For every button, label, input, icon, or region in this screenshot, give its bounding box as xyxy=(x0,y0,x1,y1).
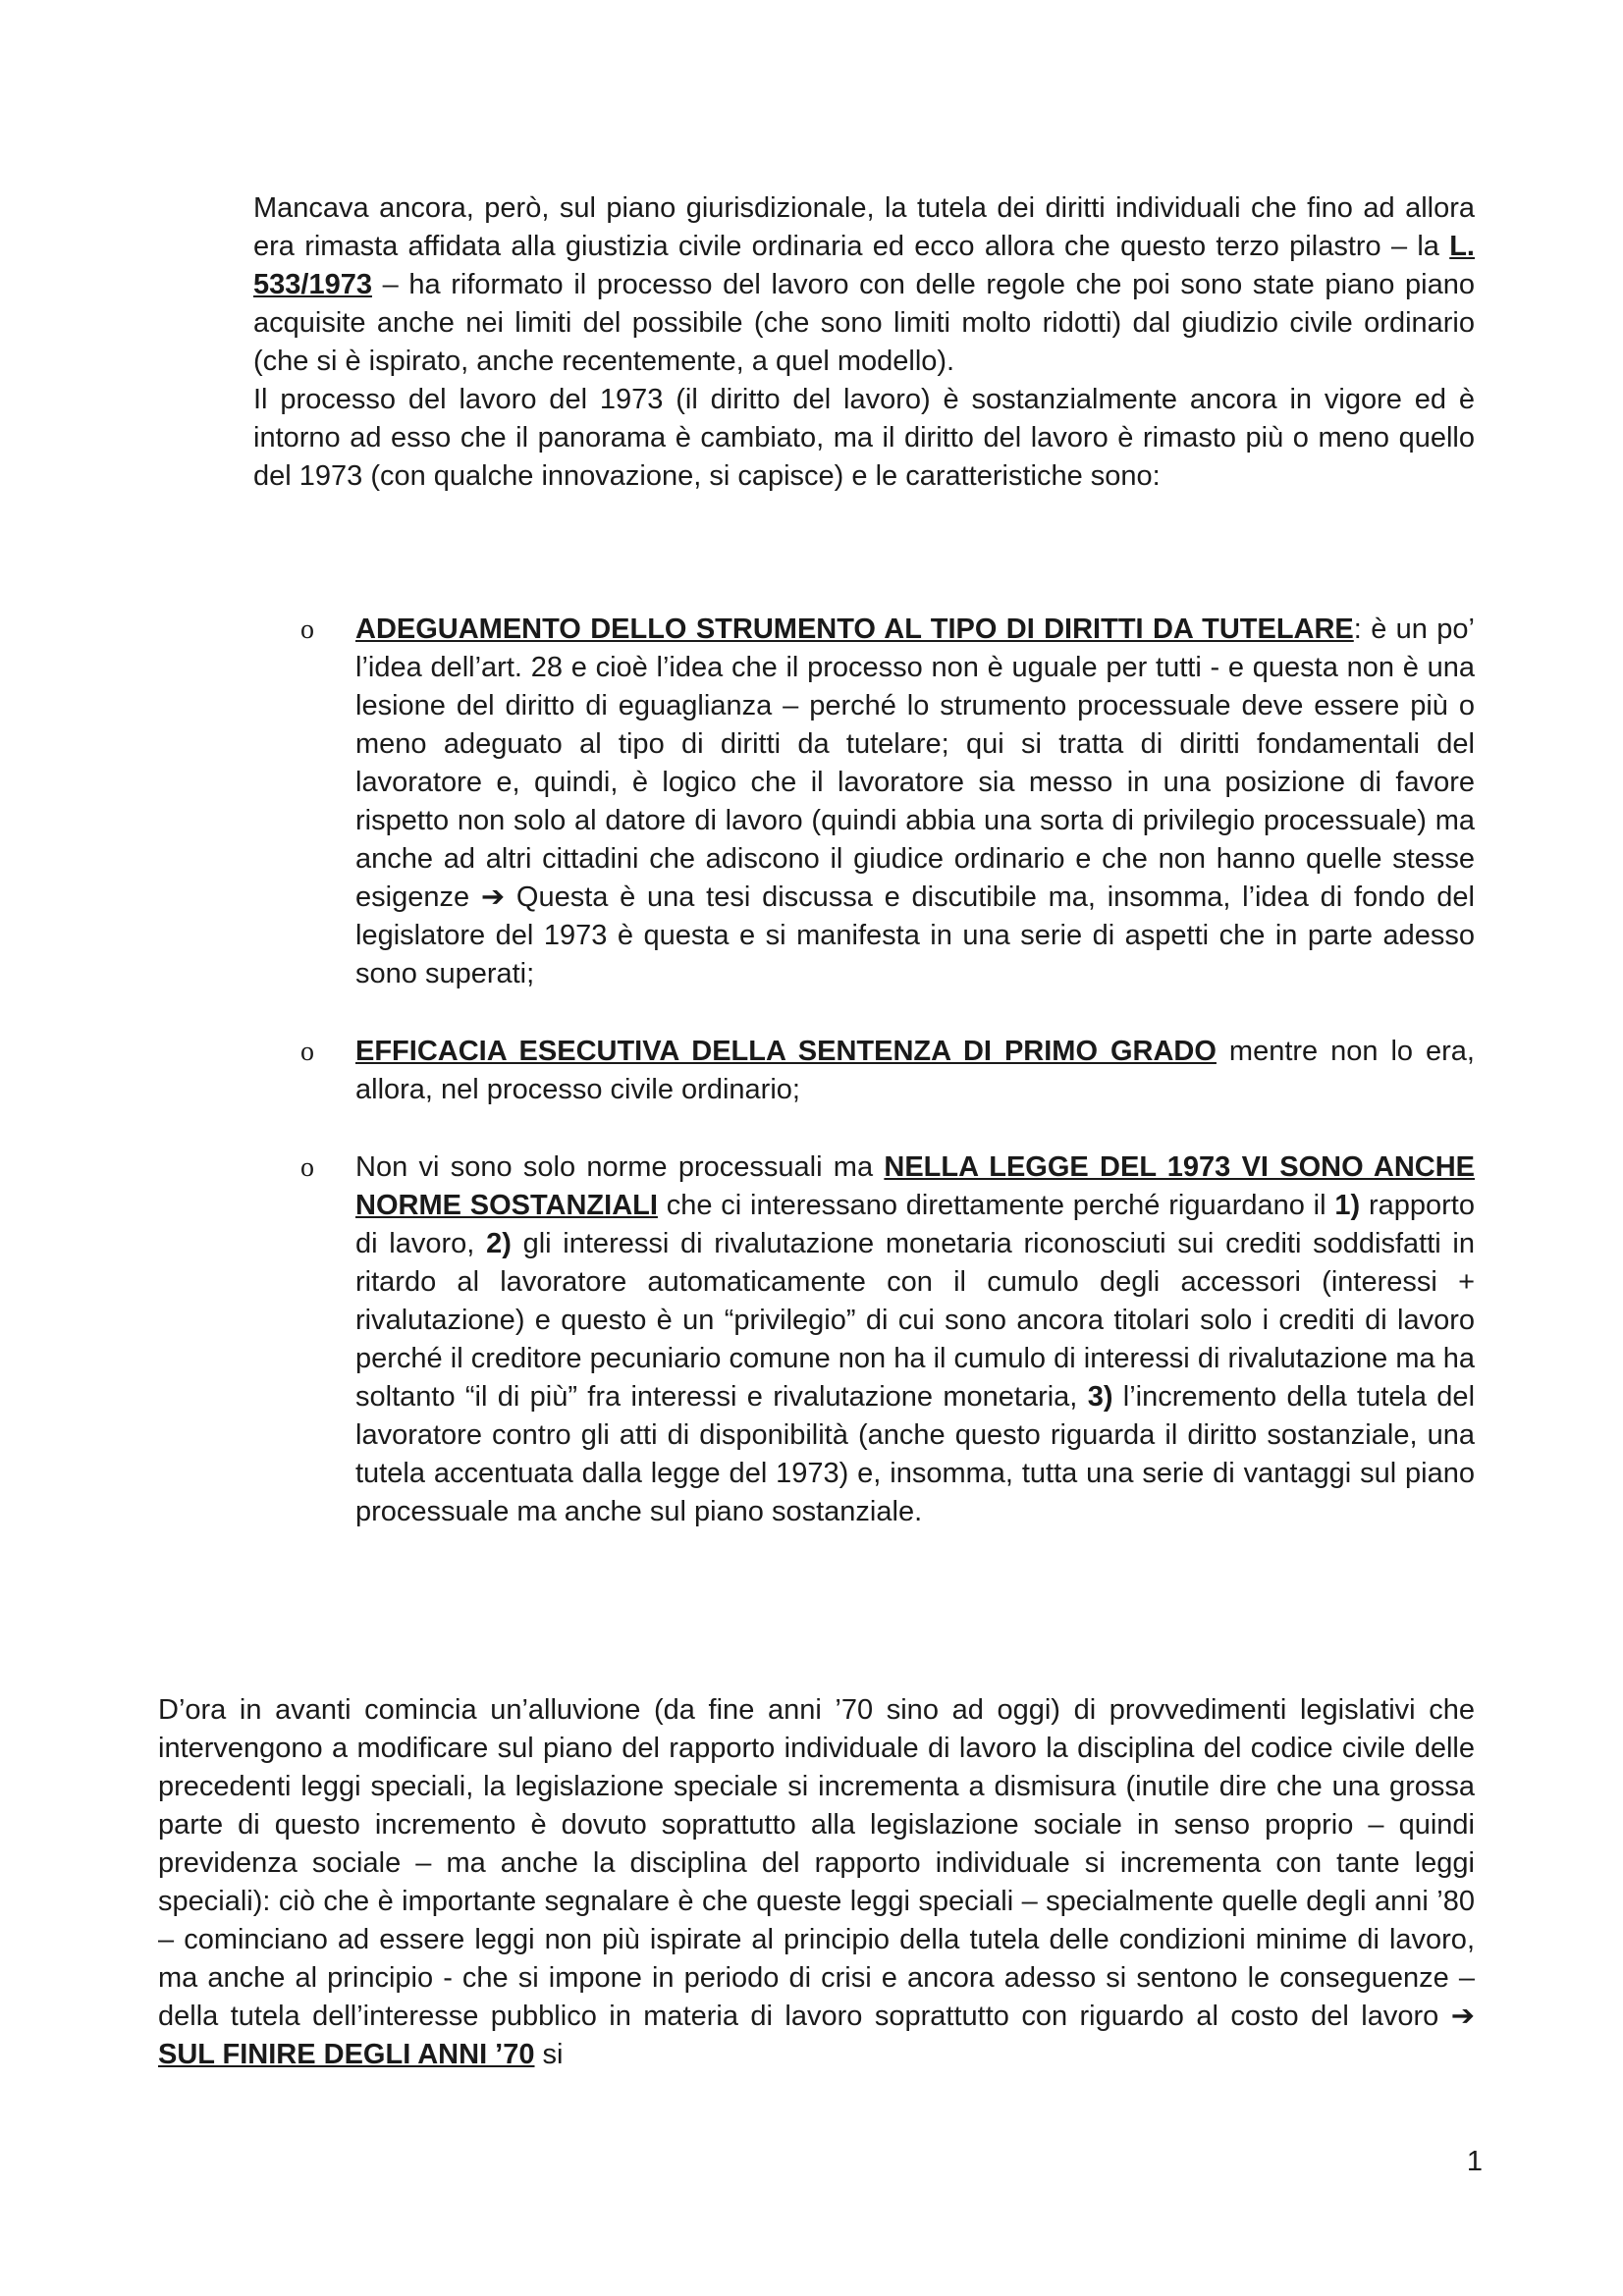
item-number: 2) xyxy=(486,1228,512,1259)
item-number: 1) xyxy=(1334,1190,1361,1221)
bullet-icon: o xyxy=(300,1037,314,1067)
intro-text-1: Mancava ancora, però, sul piano giurisdizionale, la tutela dei diritti individuali che fino ad allora era rimasta affidata alla giustizia civile ordinaria ed ecco allora che questo terzo pilastro – la xyxy=(253,192,1475,262)
item-text: : è un po’ l’idea dell’art. 28 e cioè l’idea che il processo non è uguale per tutti - e questa non è una lesione del diritto di eguaglianza – perché lo strumento processuale deve essere più o meno adeguato al tipo di diritti da tutelare; qui si tratta di diritti fondamentali del lavoratore e, quindi, è logico che il lavoratore sia messo in una posizione di favore rispetto non solo al datore di lavoro (quindi abbia una sorta di privilegio processuale) ma anche ad altri cittadini che adiscono il giudice ordinario e che non hanno quelle stesse esigenze xyxy=(355,614,1475,913)
arrow-icon: ➔ xyxy=(1450,2001,1475,2032)
item-heading: NELLA LEGGE DEL 1973 VI SONO ANCHE NORME SOSTANZIALI xyxy=(355,1151,1475,1221)
bullet-icon: o xyxy=(300,614,314,645)
closing-paragraph xyxy=(158,1691,1475,2074)
item-text: rapporto di lavoro, xyxy=(355,1190,1475,1259)
intro-text-3: Il processo del lavoro del 1973 (il diritto del lavoro) è sostanzialmente ancora in vigore ed è intorno ad esso che il panorama è cambiato, ma il diritto del lavoro è rimasto più o meno quello del 1973 (con qualche innovazione, si capisce) e le caratteristiche sono: xyxy=(253,384,1475,492)
item-number: 3) xyxy=(1087,1381,1113,1413)
law-reference: L. 533/1973 xyxy=(253,231,1475,300)
bullet-icon: o xyxy=(300,1152,314,1183)
list-item xyxy=(300,1033,1475,1109)
closing-tail: si xyxy=(534,2039,564,2070)
intro-paragraph xyxy=(253,189,1475,496)
item-heading: ADEGUAMENTO DELLO STRUMENTO AL TIPO DI DIRITTI DA TUTELARE xyxy=(355,614,1354,645)
item-text: che ci interessano direttamente perché riguardano il xyxy=(657,1190,1335,1221)
closing-heading: SUL FINIRE DEGLI ANNI ’70 xyxy=(158,2039,535,2070)
item-text: Non vi sono solo norme processuali ma xyxy=(355,1151,885,1183)
list-item xyxy=(300,1148,1475,1531)
item-heading: EFFICACIA ESECUTIVA DELLA SENTENZA DI PRIMO GRADO xyxy=(355,1036,1217,1067)
item-text: Questa è una tesi discussa e discutibile ma, insomma, l’idea di fondo del legislatore del 1973 è questa e si manifesta in una serie di aspetti che in parte adesso sono superati; xyxy=(355,881,1475,989)
item-text: mentre non lo era, allora, nel processo civile ordinario; xyxy=(355,1036,1475,1105)
page-number: 1 xyxy=(1466,2146,1483,2177)
intro-text-2: – ha riformato il processo del lavoro con delle regole che poi sono state piano piano acquisite anche nei limiti del possibile (che sono limiti molto ridotti) dal giudizio civile ordinario (che si è ispirato, anche recentemente, a quel modello). xyxy=(253,269,1475,377)
closing-text: D’ora in avanti comincia un’alluvione (da fine anni ’70 sino ad oggi) di provvedimenti legislativi che intervengono a modificare sul piano del rapporto individuale di lavoro la disciplina del codice civile delle precedenti leggi speciali, la legislazione speciale si incrementa a dismisura (inutile dire che una grossa parte di questo incremento è dovuto soprattutto alla legislazione sociale in senso proprio – quindi previdenza sociale – ma anche la disciplina del rapporto individuale si incrementa con tante leggi speciali): ciò che è importante segnalare è che queste leggi speciali – specialmente quelle degli anni ’80 – cominciano ad essere leggi non più ispirate al principio della tutela delle condizioni minime di lavoro, ma anche al principio - che si impone in periodo di crisi e ancora adesso si sentono le conseguenze – della tutela dell’interesse pubblico in materia di lavoro soprattutto con riguardo al costo del lavoro xyxy=(158,1694,1475,2032)
characteristics-list xyxy=(300,611,1475,1571)
item-text: gli interessi di rivalutazione monetaria riconosciuti sui crediti soddisfatti in ritardo al lavoratore automaticamente con il cumulo degli accessori (interessi + rivalutazione) e questo è un “privilegio” di cui sono ancora titolari solo i crediti di lavoro perché il creditore pecuniario comune non ha il cumulo di interessi di rivalutazione ma ha soltanto “il di più” fra interessi e rivalutazione monetaria, xyxy=(355,1228,1475,1413)
item-text: l’incremento della tutela del lavoratore contro gli atti di disponibilità (anche questo riguarda il diritto sostanziale, una tutela accentuata dalla legge del 1973) e, insomma, tutta una serie di vantaggi sul piano processuale ma anche sul piano sostanziale. xyxy=(355,1381,1476,1527)
arrow-icon: ➔ xyxy=(480,881,506,913)
list-item xyxy=(300,611,1475,993)
